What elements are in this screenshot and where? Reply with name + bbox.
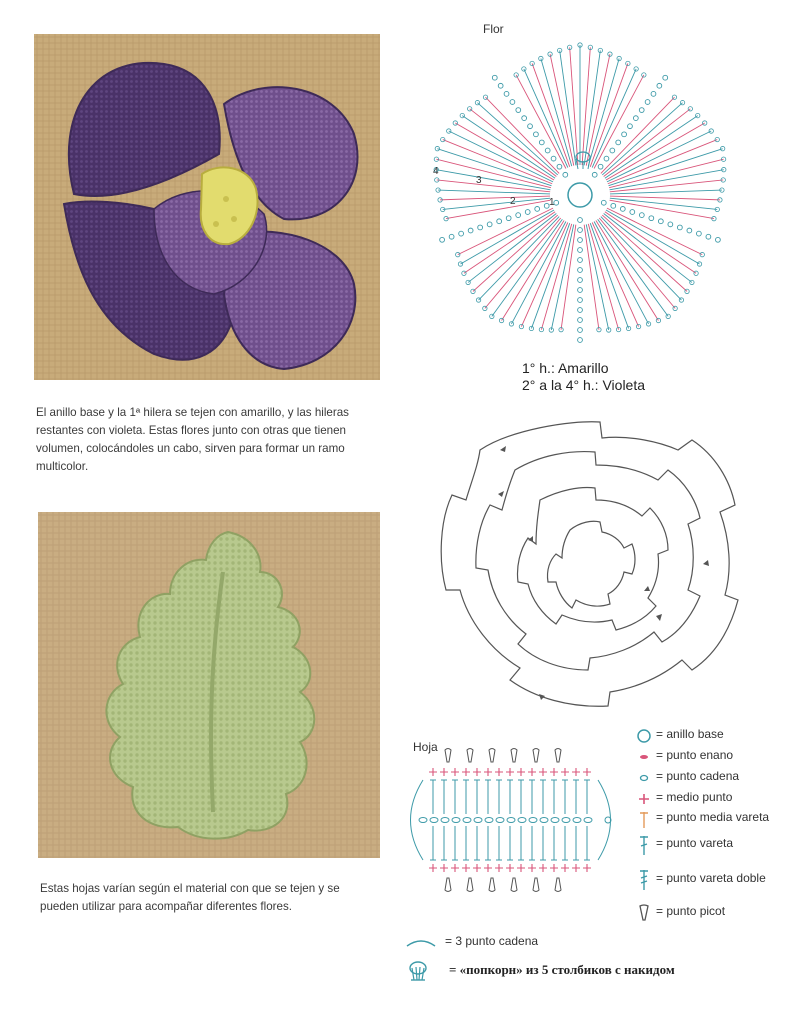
chain-mark — [496, 818, 504, 823]
single-mark — [495, 864, 503, 872]
legend-label: = punto vareta — [656, 836, 734, 850]
stitch-mark — [598, 219, 669, 316]
chain-mark — [516, 108, 521, 113]
leaf-chart-title: Hoja — [413, 740, 438, 754]
flower-stitch-chart — [410, 30, 750, 350]
chain-mark — [562, 818, 570, 823]
chain-mark — [539, 140, 544, 145]
chain-mark — [459, 231, 464, 236]
chain-mark — [534, 132, 539, 137]
chain-mark — [630, 210, 635, 215]
stitch-mark — [492, 219, 563, 316]
caption-line: restantes con violeta. Estas flores junto con otras que tienen — [36, 424, 346, 437]
single-mark — [539, 768, 547, 776]
single-mark — [429, 864, 437, 872]
chain-mark — [516, 213, 521, 218]
legend-label: = «попкорн» из 5 столбиков с накидом — [449, 962, 675, 977]
chain-mark — [551, 818, 559, 823]
chain-mark — [430, 818, 438, 823]
chain-mark — [592, 172, 597, 177]
row-number-3: 3 — [476, 175, 482, 186]
single-mark — [462, 864, 470, 872]
chain-mark — [604, 156, 609, 161]
chain-mark — [485, 818, 493, 823]
chain-mark — [690, 280, 694, 284]
legend-label: = punto vareta doble — [656, 871, 766, 885]
chain-mark — [514, 73, 518, 77]
stitch-mark — [610, 180, 723, 192]
end-arc — [598, 780, 611, 860]
stitch-mark — [438, 190, 550, 194]
chain-mark — [528, 124, 533, 129]
chain-mark — [658, 219, 663, 224]
chain-mark — [642, 73, 646, 77]
chain-mark — [510, 100, 515, 105]
chain-mark — [610, 148, 615, 153]
row-number-2: 2 — [510, 196, 516, 207]
single-mark — [506, 864, 514, 872]
stitch-mark — [440, 196, 550, 200]
chain-mark — [651, 91, 656, 96]
chain-mark — [677, 225, 682, 230]
stitch-mark — [502, 220, 565, 320]
stitch-mark — [443, 140, 552, 184]
chain-mark — [463, 818, 471, 823]
leaf-caption — [40, 880, 390, 916]
chain-mark — [578, 258, 583, 263]
base-ring — [568, 183, 592, 207]
chain-mark — [578, 288, 583, 293]
caption-line: El anillo base y la 1ª hilera se tejen con amarillo, y las hileras — [36, 406, 349, 419]
chain-mark — [466, 280, 470, 284]
picot-mark — [533, 878, 539, 892]
chain-mark — [535, 207, 540, 212]
chain-mark — [633, 116, 638, 121]
single-crochet-icon — [636, 788, 652, 810]
leaf-photo — [38, 512, 380, 858]
chain-arc-icon — [405, 936, 437, 948]
picot-mark — [445, 878, 451, 892]
stitch-mark — [443, 198, 550, 209]
stitch-mark — [586, 54, 610, 166]
single-mark — [451, 864, 459, 872]
double-crochet-icon — [636, 834, 652, 856]
chain-mark — [551, 156, 556, 161]
single-mark — [440, 864, 448, 872]
chain-mark — [601, 200, 606, 205]
stitch-mark — [586, 224, 608, 330]
single-mark — [539, 864, 547, 872]
chain-mark — [474, 818, 482, 823]
chain-mark — [578, 268, 583, 273]
caption-line: pueden utilizar para acompañar diferentes flores. — [40, 900, 292, 913]
stitch-mark — [551, 224, 573, 330]
single-mark — [451, 768, 459, 776]
chain-mark — [468, 228, 473, 233]
chain-mark — [529, 818, 537, 823]
legend-label: = punto cadena — [656, 769, 740, 783]
stitch-mark — [582, 47, 590, 165]
chain-mark — [478, 225, 483, 230]
caption-line: multicolor. — [36, 460, 89, 473]
picot-mark — [445, 749, 451, 763]
picot-icon — [636, 902, 652, 924]
stitch-mark — [601, 217, 682, 300]
chain-mark — [557, 164, 562, 169]
ring-icon — [636, 725, 652, 747]
single-mark — [484, 768, 492, 776]
chain-mark — [449, 234, 454, 239]
single-mark — [440, 768, 448, 776]
single-mark — [583, 864, 591, 872]
stitch-mark — [437, 180, 550, 192]
chain-mark — [687, 228, 692, 233]
treble-crochet-icon — [636, 867, 652, 893]
half-double-crochet-icon — [636, 808, 652, 830]
chain-mark — [578, 338, 583, 343]
picot-mark — [489, 878, 495, 892]
stitch-mark — [605, 212, 696, 274]
legend-label: = 3 punto cadena — [445, 934, 539, 948]
chain-mark — [639, 213, 644, 218]
chain-mark — [487, 222, 492, 227]
picot-mark — [555, 749, 561, 763]
chain-mark — [578, 308, 583, 313]
chain-mark — [639, 108, 644, 113]
stitch-mark — [524, 69, 568, 168]
flower-chart-title: Flor — [483, 22, 504, 36]
chain-mark — [578, 278, 583, 283]
stitch-mark — [596, 220, 659, 320]
picot-mark — [511, 749, 517, 763]
chain-mark — [620, 207, 625, 212]
chain-mark — [518, 818, 526, 823]
legend-label: = punto enano — [656, 748, 734, 762]
single-mark — [473, 768, 481, 776]
single-mark — [429, 768, 437, 776]
picot-mark — [533, 749, 539, 763]
chain-mark — [573, 818, 581, 823]
stitch-mark — [610, 190, 722, 194]
chain-mark — [578, 248, 583, 253]
slip-stitch-icon — [636, 746, 652, 768]
chain-mark — [525, 210, 530, 215]
chain-icon — [636, 767, 652, 789]
chain-mark — [506, 216, 511, 221]
chain-mark — [649, 216, 654, 221]
chain-mark — [498, 83, 503, 88]
chain-mark — [626, 326, 630, 330]
chain-mark — [563, 172, 568, 177]
single-mark — [517, 768, 525, 776]
stitch-mark — [604, 213, 692, 282]
color-rows — [522, 360, 645, 394]
single-mark — [462, 768, 470, 776]
stitch-mark — [606, 123, 705, 180]
chain-mark — [578, 298, 583, 303]
stitch-mark — [521, 222, 567, 326]
chain-mark — [504, 91, 509, 96]
stitch-mark — [584, 50, 600, 165]
leaf-stitch-chart — [398, 745, 623, 895]
color-row-2: 2° a la 4° h.: Violeta — [522, 377, 646, 393]
flower-photo — [34, 34, 380, 380]
legend-label: = anillo base — [656, 727, 724, 741]
single-mark — [506, 768, 514, 776]
row-number-1: 1 — [549, 197, 555, 208]
legend-label: = medio punto — [656, 790, 733, 804]
picot-mark — [467, 749, 473, 763]
chain-mark — [440, 237, 445, 242]
chain-mark — [616, 140, 621, 145]
stitch-mark — [592, 69, 636, 168]
stitch-mark — [455, 123, 554, 180]
row-number-4: 4 — [433, 166, 439, 177]
chain-mark — [668, 222, 673, 227]
single-mark — [583, 768, 591, 776]
chain-mark — [611, 203, 616, 208]
chain-mark — [598, 164, 603, 169]
chain-mark — [578, 328, 583, 333]
single-mark — [528, 768, 536, 776]
single-mark — [484, 864, 492, 872]
chain-mark — [467, 107, 471, 111]
legend-label: = punto picot — [656, 904, 726, 918]
single-mark — [572, 768, 580, 776]
chain-mark — [452, 818, 460, 823]
chain-mark — [545, 148, 550, 153]
chain-mark — [497, 219, 502, 224]
picot-mark — [555, 878, 561, 892]
chain-mark — [578, 318, 583, 323]
stitch-mark — [604, 109, 691, 177]
stitch-mark — [468, 213, 556, 282]
chain-mark — [578, 228, 583, 233]
chain-mark — [622, 132, 627, 137]
stitch-mark — [458, 208, 553, 254]
chain-mark — [529, 326, 533, 330]
stitch-mark — [607, 208, 702, 254]
stitch-mark — [570, 47, 578, 165]
chain-mark — [471, 289, 475, 293]
chain-mark — [645, 100, 650, 105]
legend-label: = punto media vareta — [656, 810, 770, 824]
chain-mark — [584, 818, 592, 823]
chain-mark — [657, 83, 662, 88]
end-arc — [411, 780, 424, 860]
stitch-mark — [550, 54, 574, 166]
popcorn-icon — [407, 959, 429, 983]
stitch-mark — [479, 217, 560, 300]
stitch-mark — [592, 222, 638, 326]
chain-mark — [419, 818, 427, 823]
chain-mark — [706, 234, 711, 239]
chain-mark — [578, 218, 583, 223]
stitch-mark — [608, 140, 717, 184]
single-mark — [572, 864, 580, 872]
picot-mark — [489, 749, 495, 763]
single-mark — [528, 864, 536, 872]
single-mark — [550, 768, 558, 776]
chain-mark — [663, 75, 668, 80]
petal-assembly-diagram — [430, 410, 750, 710]
chain-mark — [522, 116, 527, 121]
flower-caption — [36, 404, 386, 476]
stitch-mark — [560, 50, 576, 165]
single-mark — [517, 864, 525, 872]
chain-mark — [441, 818, 449, 823]
picot-mark — [467, 878, 473, 892]
color-row-1: 1° h.: Amarillo — [522, 360, 609, 376]
single-mark — [495, 768, 503, 776]
stitch-mark — [464, 212, 555, 274]
single-mark — [561, 864, 569, 872]
chain-mark — [578, 238, 583, 243]
picot-mark — [511, 878, 517, 892]
caption-line: Estas hojas varían según el material con que se tejen y se — [40, 882, 340, 895]
stitch-mark — [470, 109, 557, 177]
chain-mark — [507, 818, 515, 823]
chain-mark — [447, 129, 451, 133]
chain-mark — [540, 818, 548, 823]
chain-mark — [716, 237, 721, 242]
single-mark — [561, 768, 569, 776]
single-mark — [473, 864, 481, 872]
stitch-mark — [610, 198, 717, 209]
chain-mark — [696, 231, 701, 236]
single-mark — [550, 864, 558, 872]
chain-mark — [628, 124, 633, 129]
caption-line: volumen, colocándoles un cabo, sirven para formar un ramo — [36, 442, 345, 455]
stitch-mark — [610, 196, 720, 200]
chain-mark — [492, 75, 497, 80]
